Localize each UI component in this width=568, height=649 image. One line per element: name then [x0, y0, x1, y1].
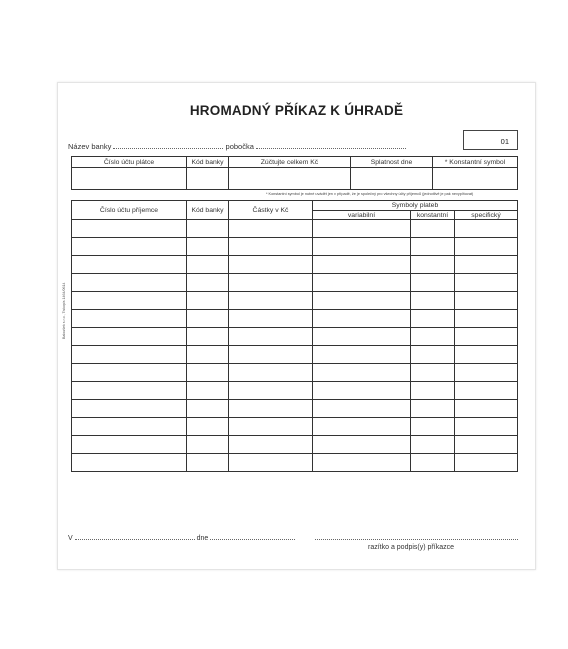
- constant-symbol-cell[interactable]: [411, 454, 455, 472]
- bank-line: [68, 141, 406, 151]
- constant-symbol-header: * Konstantní symbol: [433, 157, 518, 168]
- payment-order-form: [57, 82, 536, 570]
- specific-symbol-cell[interactable]: [455, 220, 518, 238]
- payee-account-cell[interactable]: [72, 328, 187, 346]
- payee-bank-code-cell[interactable]: [187, 436, 229, 454]
- total-amount-header: Zúčtujte celkem Kč: [229, 157, 351, 168]
- constant-symbol-cell[interactable]: [411, 310, 455, 328]
- payee-bank-code-cell[interactable]: [187, 328, 229, 346]
- amount-cell[interactable]: [229, 436, 313, 454]
- table-row: [72, 436, 518, 454]
- payer-table: [71, 156, 518, 190]
- constant-symbol-note: * Konstantní symbol je nutné uvádět jen v případě, že je společný pro všechny účty příjemců (jednotlivě je pak nevyplňovat): [266, 192, 474, 196]
- variable-symbol-cell[interactable]: [313, 238, 411, 256]
- specific-symbol-cell[interactable]: [455, 292, 518, 310]
- amount-cell[interactable]: [229, 292, 313, 310]
- due-date-cell[interactable]: [351, 168, 433, 190]
- payee-account-cell[interactable]: [72, 382, 187, 400]
- variable-symbol-cell[interactable]: [313, 256, 411, 274]
- payee-account-cell[interactable]: [72, 292, 187, 310]
- total-amount-cell[interactable]: [229, 168, 351, 190]
- table-row: [72, 328, 518, 346]
- due-date-header: Splatnost dne: [351, 157, 433, 168]
- specific-symbol-cell[interactable]: [455, 382, 518, 400]
- amount-cell[interactable]: [229, 220, 313, 238]
- specific-symbol-cell[interactable]: [455, 238, 518, 256]
- specific-symbol-header: specifický: [455, 211, 518, 220]
- payer-account-header: Číslo účtu plátce: [72, 157, 187, 168]
- specific-symbol-cell[interactable]: [455, 346, 518, 364]
- constant-symbol-cell[interactable]: [411, 292, 455, 310]
- date-label: dne: [196, 535, 209, 542]
- table-row: [72, 274, 518, 292]
- variable-symbol-cell[interactable]: [313, 418, 411, 436]
- table-row: [72, 454, 518, 472]
- constant-symbol-subheader: konstantní: [411, 211, 455, 220]
- date-field[interactable]: [210, 532, 295, 540]
- payee-bank-code-cell[interactable]: [187, 454, 229, 472]
- specific-symbol-cell[interactable]: [455, 328, 518, 346]
- table-row: [72, 310, 518, 328]
- payer-bank-code-header: Kód banky: [187, 157, 229, 168]
- branch-field[interactable]: [256, 141, 406, 149]
- payee-account-cell[interactable]: [72, 346, 187, 364]
- constant-symbol-cell[interactable]: [411, 382, 455, 400]
- payee-account-cell[interactable]: [72, 256, 187, 274]
- amounts-header: Částky v Kč: [229, 201, 313, 220]
- table-row: [72, 382, 518, 400]
- payer-account-cell[interactable]: [72, 168, 187, 190]
- payee-account-cell[interactable]: [72, 310, 187, 328]
- specific-symbol-cell[interactable]: [455, 454, 518, 472]
- payee-account-cell[interactable]: [72, 400, 187, 418]
- branch-label: pobočka: [225, 142, 254, 151]
- variable-symbol-cell[interactable]: [313, 328, 411, 346]
- payee-table: [71, 200, 518, 472]
- specific-symbol-cell[interactable]: [455, 274, 518, 292]
- payee-account-cell[interactable]: [72, 220, 187, 238]
- form-number-box: 01: [463, 130, 518, 150]
- table-row: [72, 400, 518, 418]
- constant-symbol-cell[interactable]: [411, 346, 455, 364]
- amount-cell[interactable]: [229, 274, 313, 292]
- signature-field[interactable]: [315, 539, 518, 540]
- bank-name-field[interactable]: [113, 141, 223, 149]
- payer-bank-code-cell[interactable]: [187, 168, 229, 190]
- variable-symbol-cell[interactable]: [313, 310, 411, 328]
- place-field[interactable]: [75, 532, 195, 540]
- payee-bank-code-cell[interactable]: [187, 382, 229, 400]
- payee-bank-code-cell[interactable]: [187, 400, 229, 418]
- payee-bank-code-cell[interactable]: [187, 364, 229, 382]
- payment-symbols-header: Symboly plateb: [313, 201, 518, 211]
- constant-symbol-cell[interactable]: [411, 418, 455, 436]
- specific-symbol-cell[interactable]: [455, 400, 518, 418]
- payee-bank-code-cell[interactable]: [187, 220, 229, 238]
- form-title: HROMADNÝ PŘÍKAZ K ÚHRADĚ: [189, 103, 404, 118]
- specific-symbol-cell[interactable]: [455, 418, 518, 436]
- variable-symbol-cell[interactable]: [313, 292, 411, 310]
- constant-symbol-cell[interactable]: [433, 168, 518, 190]
- table-row: [72, 220, 518, 238]
- payee-bank-code-cell[interactable]: [187, 346, 229, 364]
- amount-cell[interactable]: [229, 328, 313, 346]
- amount-cell[interactable]: [229, 310, 313, 328]
- specific-symbol-cell[interactable]: [455, 436, 518, 454]
- specific-symbol-cell[interactable]: [455, 310, 518, 328]
- payee-account-cell[interactable]: [72, 238, 187, 256]
- amount-cell[interactable]: [229, 418, 313, 436]
- payee-account-cell[interactable]: [72, 418, 187, 436]
- constant-symbol-cell[interactable]: [411, 364, 455, 382]
- amount-cell[interactable]: [229, 400, 313, 418]
- table-row: [72, 238, 518, 256]
- payee-account-cell[interactable]: [72, 436, 187, 454]
- table-row: [72, 346, 518, 364]
- side-print-text: Baloušek s.r.o., Tiskopis 1464/0614: [62, 282, 66, 339]
- table-row: [72, 418, 518, 436]
- variable-symbol-cell[interactable]: [313, 364, 411, 382]
- constant-symbol-cell[interactable]: [411, 256, 455, 274]
- amount-cell[interactable]: [229, 346, 313, 364]
- bank-name-label: Název banky: [68, 142, 112, 151]
- specific-symbol-cell[interactable]: [455, 256, 518, 274]
- signature-label: razítko a podpis(y) příkazce: [368, 544, 454, 551]
- payee-bank-code-cell[interactable]: [187, 256, 229, 274]
- payee-bank-code-cell[interactable]: [187, 274, 229, 292]
- payee-account-header: Číslo účtu příjemce: [72, 201, 187, 220]
- amount-cell[interactable]: [229, 256, 313, 274]
- variable-symbol-cell[interactable]: [313, 436, 411, 454]
- variable-symbol-header: variabilní: [313, 211, 411, 220]
- amount-cell[interactable]: [229, 454, 313, 472]
- constant-symbol-cell[interactable]: [411, 328, 455, 346]
- place-date-line: [68, 532, 295, 542]
- amount-cell[interactable]: [229, 238, 313, 256]
- variable-symbol-cell[interactable]: [313, 274, 411, 292]
- variable-symbol-cell[interactable]: [313, 400, 411, 418]
- payee-bank-code-cell[interactable]: [187, 292, 229, 310]
- amount-cell[interactable]: [229, 364, 313, 382]
- payee-account-cell[interactable]: [72, 274, 187, 292]
- constant-symbol-cell[interactable]: [411, 400, 455, 418]
- payee-account-cell[interactable]: [72, 454, 187, 472]
- constant-symbol-cell[interactable]: [411, 220, 455, 238]
- constant-symbol-cell[interactable]: [411, 274, 455, 292]
- table-row: [72, 292, 518, 310]
- constant-symbol-cell[interactable]: [411, 436, 455, 454]
- variable-symbol-cell[interactable]: [313, 454, 411, 472]
- table-row: [72, 256, 518, 274]
- payee-bank-code-header: Kód banky: [187, 201, 229, 220]
- variable-symbol-cell[interactable]: [313, 346, 411, 364]
- payee-bank-code-cell[interactable]: [187, 238, 229, 256]
- payee-account-cell[interactable]: [72, 364, 187, 382]
- variable-symbol-cell[interactable]: [313, 220, 411, 238]
- table-row: [72, 364, 518, 382]
- specific-symbol-cell[interactable]: [455, 364, 518, 382]
- payee-bank-code-cell[interactable]: [187, 418, 229, 436]
- place-label: V: [68, 535, 73, 542]
- variable-symbol-cell[interactable]: [313, 382, 411, 400]
- payee-bank-code-cell[interactable]: [187, 310, 229, 328]
- constant-symbol-cell[interactable]: [411, 238, 455, 256]
- amount-cell[interactable]: [229, 382, 313, 400]
